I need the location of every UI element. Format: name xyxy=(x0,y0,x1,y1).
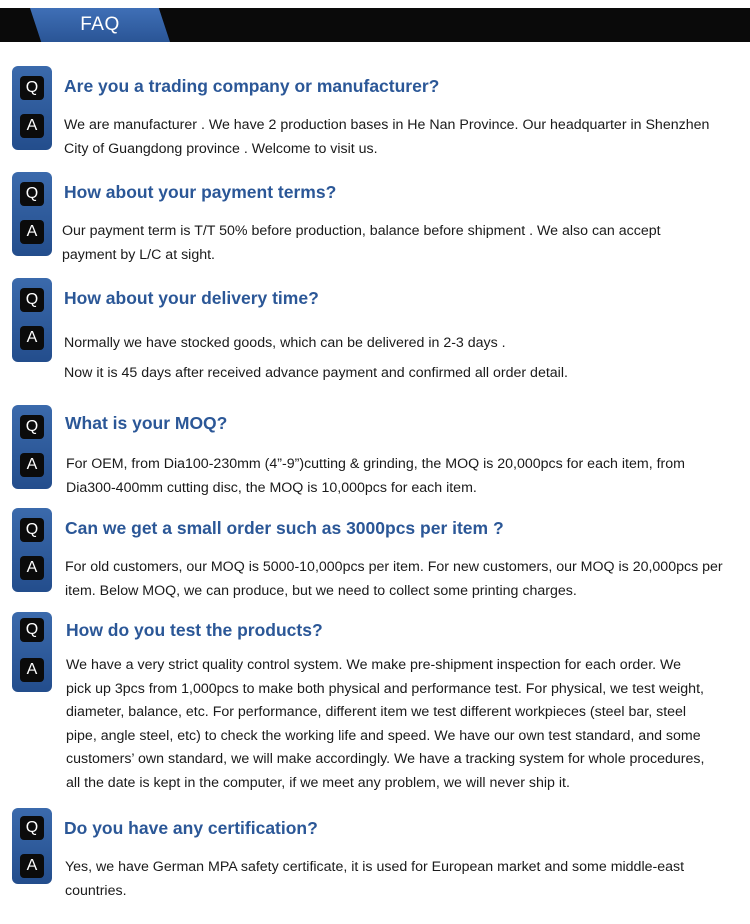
a-icon: A xyxy=(20,326,44,350)
faq-answer-text: For old customers, our MOQ is 5000-10,000pcs per item. For new customers, our MOQ is 20,000pcs per item. Below MOQ, we can produce, but we need to collect some printing charges. xyxy=(65,559,723,599)
faq-answer xyxy=(65,556,727,603)
q-icon: Q xyxy=(20,182,44,206)
faq-answer xyxy=(66,654,708,795)
faq-answer xyxy=(66,453,706,500)
faq-question: How about your payment terms? xyxy=(64,182,337,202)
q-icon: Q xyxy=(20,415,44,439)
faq-question: Do you have any certification? xyxy=(64,818,318,838)
faq-answer-text: Our payment term is T/T 50% before production, balance before shipment . We also can accept payment by L/C at sight. xyxy=(62,223,661,263)
faq-answer-text: We are manufacturer . We have 2 production bases in He Nan Province. Our headquarter in Shenzhen City of Guangdong province . Welcome to visit us. xyxy=(64,117,710,157)
faq-answer-text: Normally we have stocked goods, which can be delivered in 2-3 days . xyxy=(64,335,506,351)
q-icon: Q xyxy=(20,288,44,312)
faq-answer xyxy=(64,114,714,161)
faq-answer xyxy=(64,328,726,388)
q-icon: Q xyxy=(20,518,44,542)
a-icon: A xyxy=(20,114,44,138)
a-icon: A xyxy=(20,453,44,477)
q-icon: Q xyxy=(20,816,44,840)
a-icon: A xyxy=(20,658,44,682)
faq-answer-text: Now it is 45 days after received advance payment and confirmed all order detail. xyxy=(64,365,568,381)
a-icon: A xyxy=(20,220,44,244)
faq-answer xyxy=(65,856,705,903)
faq-answer xyxy=(62,220,672,267)
a-icon: A xyxy=(20,854,44,878)
q-icon: Q xyxy=(20,76,44,100)
faq-question: What is your MOQ? xyxy=(65,413,228,433)
faq-question: How do you test the products? xyxy=(66,620,323,640)
a-icon: A xyxy=(20,556,44,580)
faq-answer-text: Yes, we have German MPA safety certificate, it is used for European market and some middle-east countries. xyxy=(65,859,685,899)
faq-question: How about your delivery time? xyxy=(64,288,319,308)
faq-answer-text: For OEM, from Dia100-230mm (4”-9”)cutting & grinding, the MOQ is 20,000pcs for each item, from Dia300-400mm cutting disc, the MOQ is 10,000pcs for each item. xyxy=(66,456,685,496)
q-icon: Q xyxy=(20,618,44,642)
page-title: FAQ xyxy=(80,14,120,35)
faq-question: Can we get a small order such as 3000pcs per item ? xyxy=(65,518,504,538)
faq-answer-text: We have a very strict quality control system. We make pre-shipment inspection for each order. We pick up 3pcs from 1,000pcs to make both physical and performance test. For physical, we test weight, diameter, balance, etc. For performance, different item we test different workpieces (steel bar, steel pipe, angle steel, etc) to check the working life and speed. We have our own test standard, and some customers’ own standard, we will make accordingly. We have a tracking system for whole procedures, all the date is kept in the computer, if we meet any problem, we will never ship it. xyxy=(66,657,705,791)
faq-question: Are you a trading company or manufacturer? xyxy=(64,76,440,96)
